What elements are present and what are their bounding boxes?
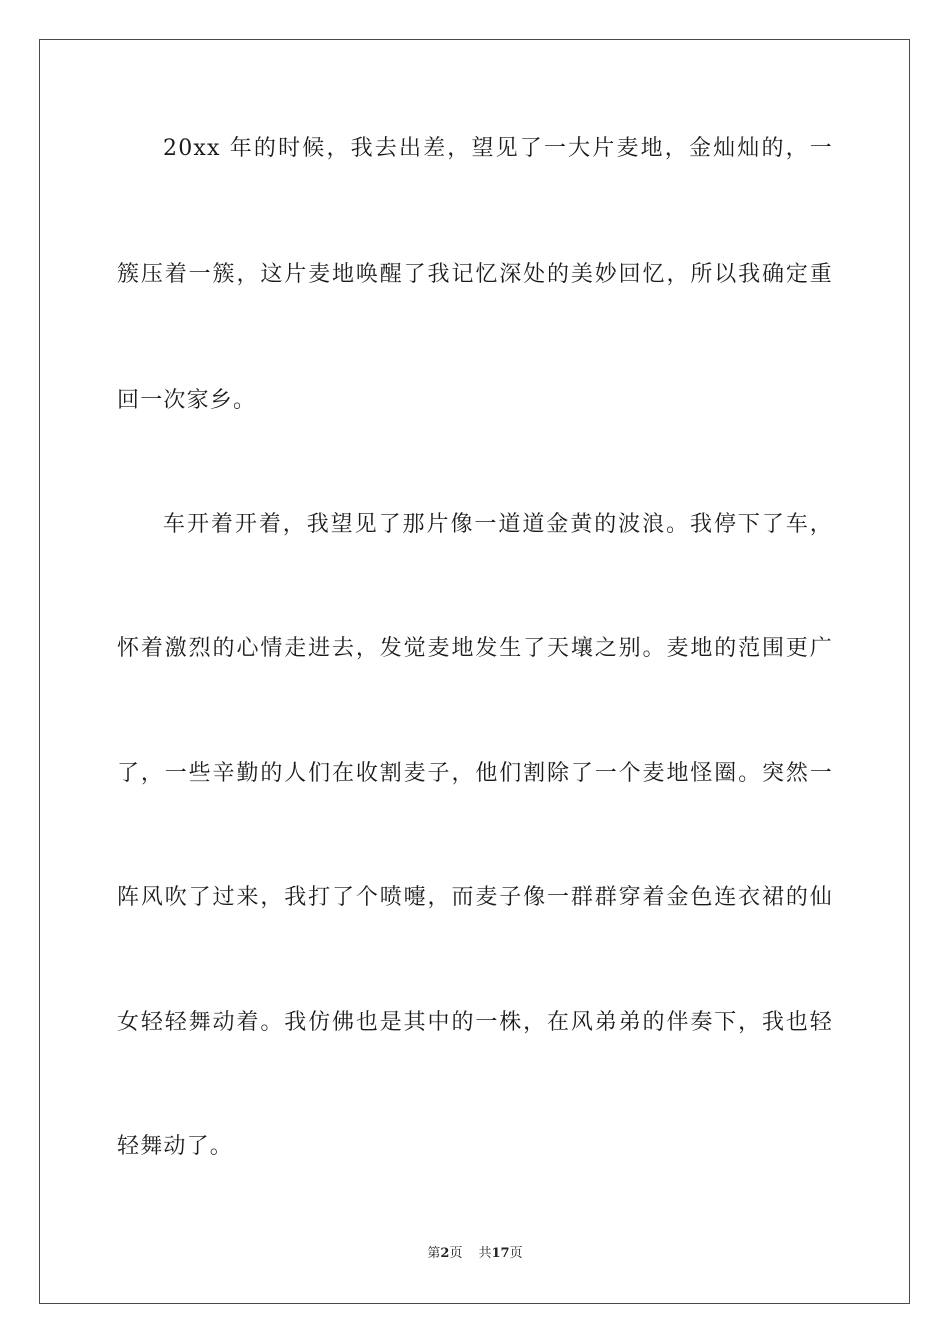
total-page-count: 17 (491, 1246, 510, 1261)
paragraph-2-line-4: 阵风吹了过来，我打了个喷嚏，而麦子像一群群穿着金色连衣裙的仙 (117, 885, 833, 910)
page-label-suffix: 页 (449, 1246, 463, 1261)
paragraph-1-line-3: 回一次家乡。 (117, 388, 257, 413)
current-page-number: 2 (440, 1246, 450, 1261)
paragraph-1-line-2: 簇压着一簇，这片麦地唤醒了我记忆深处的美妙回忆，所以我确定重 (117, 262, 833, 287)
page-border (39, 39, 910, 1304)
page-footer (0, 1246, 950, 1262)
paragraph-2-line-5: 女轻轻舞动着。我仿佛也是其中的一株，在风弟弟的伴奏下，我也轻 (117, 1010, 833, 1035)
total-label-suffix: 页 (509, 1246, 523, 1261)
paragraph-1-line-1: 20xx 年的时候，我去出差，望见了一大片麦地，金灿灿的，一 (163, 136, 833, 161)
paragraph-2-line-2: 怀着激烈的心情走进去，发觉麦地发生了天壤之别。麦地的范围更广 (117, 636, 833, 661)
paragraph-2-line-6: 轻舞动了。 (117, 1134, 234, 1159)
page-label-prefix: 第 (427, 1246, 441, 1261)
paragraph-2-line-1: 车开着开着，我望见了那片像一道道金黄的波浪。我停下了车， (163, 512, 833, 537)
total-label-prefix: 共 (478, 1246, 492, 1261)
paragraph-2-line-3: 了，一些辛勤的人们在收割麦子，他们割除了一个麦地怪圈。突然一 (117, 761, 833, 786)
